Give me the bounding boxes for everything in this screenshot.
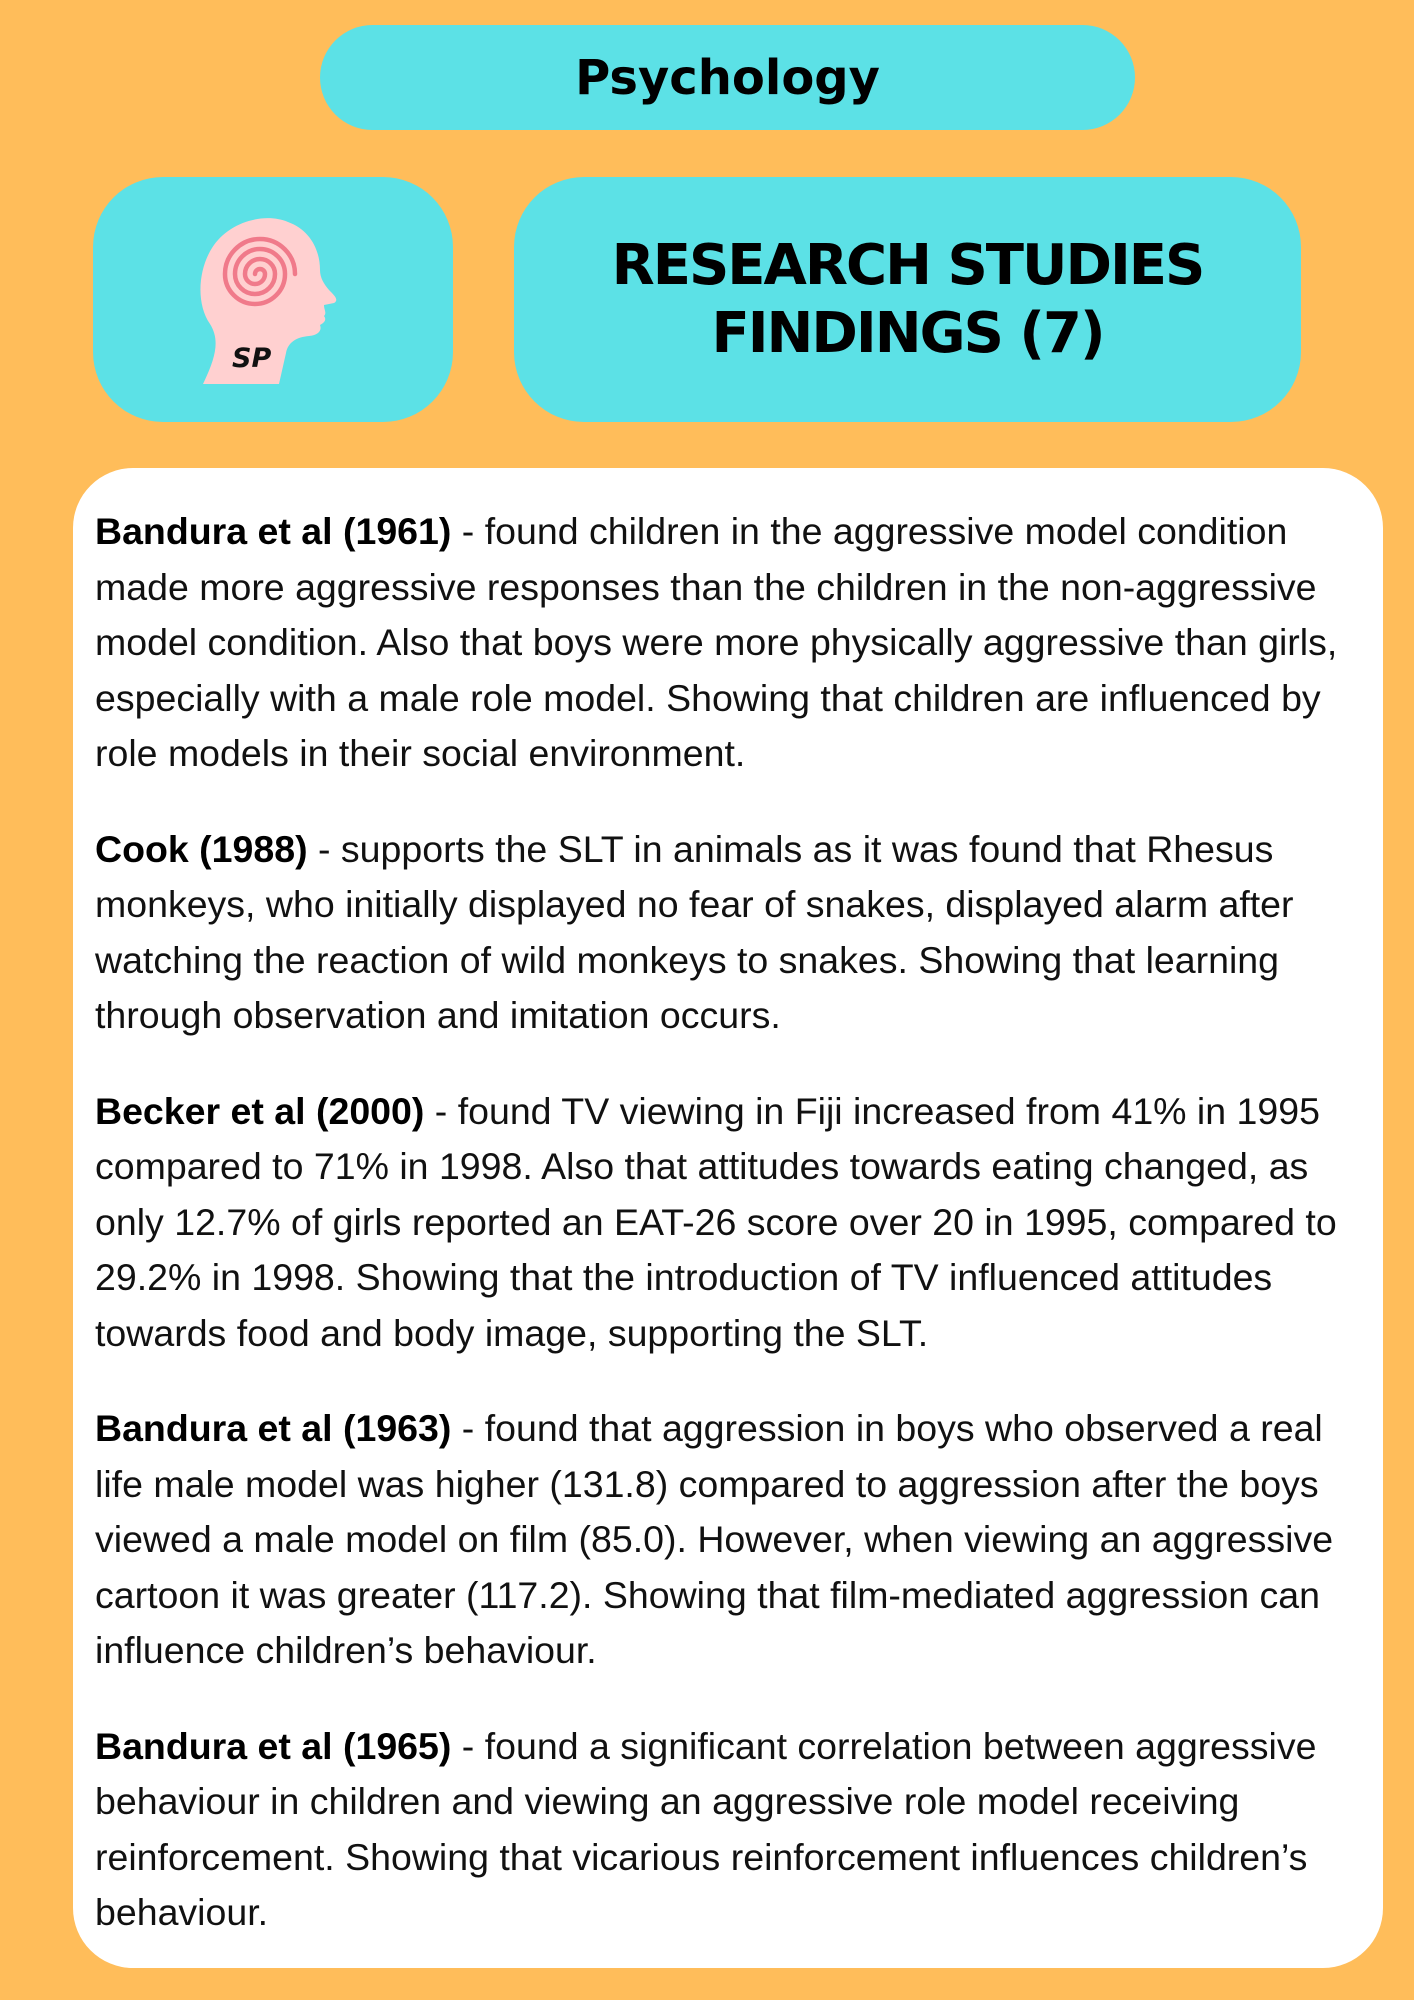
logo-card — [93, 177, 453, 422]
study-finding: - found a significant correlation between aggressive behaviour in children and viewing an aggressive role model receiving reinforcement. Showing that vicarious reinforcement influences children’s behaviour. — [95, 1724, 1317, 1933]
page-title-card — [514, 177, 1301, 422]
study-paragraph — [95, 1401, 1363, 1679]
study-name: Bandura et al (1963) — [95, 1407, 452, 1449]
study-name: Cook (1988) — [95, 827, 308, 870]
study-paragraph — [95, 1719, 1363, 1941]
study-paragraph — [95, 822, 1363, 1044]
study-name: Bandura et al (1965) — [95, 1724, 452, 1767]
subject-banner — [320, 25, 1135, 130]
study-name: Becker et al (2000) — [95, 1089, 425, 1132]
study-finding: - found that aggression in boys who observed a real life male model was higher (131.8) compared to aggression after the boys viewed a male model on film (85.0). However, when viewing an aggressive cartoon it was greater (117.2). Showing that film-mediated aggression can influence children’s behaviour. — [95, 1407, 1334, 1671]
study-finding: - supports the SLT in animals as it was found that Rhesus monkeys, who initially displayed no fear of snakes, displayed alarm after watching the reaction of wild monkeys to snakes. Showing that learning through observation and imitation occurs. — [95, 827, 1294, 1036]
study-finding: - found children in the aggressive model condition made more aggressive responses than the children in the non-aggressive model condition. Also that boys were more physically aggressive than girls, especially with a male role model. Showing that children are influenced by role models in their social environment. — [95, 510, 1338, 774]
study-finding: - found TV viewing in Fiji increased from 41% in 1995 compared to 71% in 1998. Also that attitudes towards eating changed, as only 12.7% of girls reported an EAT-26 score over 20 in 1995, compared to 29.2% in 1998. Showing that the introduction of TV influenced attitudes towards food and body image, supporting the SLT. — [95, 1089, 1337, 1354]
study-paragraph — [95, 504, 1363, 782]
page-title-line2: FINDINGS (7) — [711, 300, 1104, 366]
page-title-line1: RESEARCH STUDIES — [611, 232, 1204, 298]
subject-title: Psychology — [575, 49, 880, 106]
study-name: Bandura et al (1961) — [95, 510, 452, 552]
studies-card — [73, 468, 1383, 1968]
head-spiral-icon — [198, 212, 348, 392]
study-paragraph — [95, 1084, 1363, 1362]
logo-initials: SP — [232, 343, 272, 374]
